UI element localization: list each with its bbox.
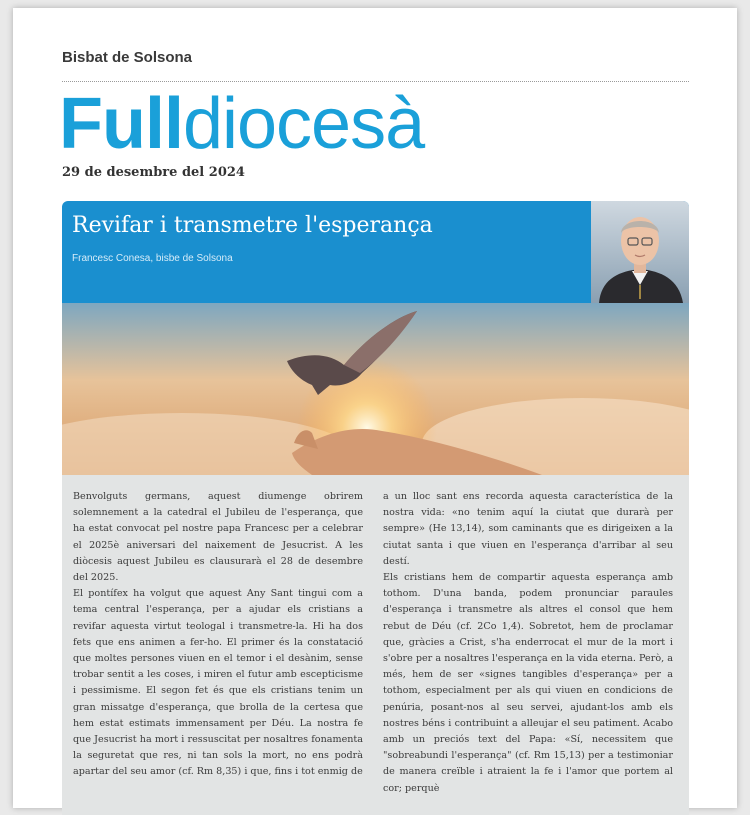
article-column-left (73, 489, 363, 781)
article-paragraph: Benvolguts germans, aquest diumenge obrirem solemnement a la catedral el Jubileu de l'esperança, que ha estat convocat pel nostre papa Francesc per a celebrar el 2025è aniversari del naixement de Jesucrist. A les diòcesis aquest Jubileu es clausurarà el 28 de desembre del 2025. (73, 491, 363, 584)
masthead-bold: Full (59, 84, 183, 164)
article-banner (62, 201, 689, 303)
article-body (62, 475, 689, 815)
publisher-name: Bisbat de Solsona (62, 49, 193, 66)
masthead-light: diocesà (182, 84, 425, 164)
masthead-logo (59, 84, 424, 164)
dove-hand-photo (62, 303, 689, 475)
article-author: Francesc Conesa, bisbe de Solsona (72, 253, 233, 264)
article-title: Revifar i transmetre l'esperança (72, 213, 433, 238)
newsletter-page (13, 8, 737, 808)
article-paragraph: Els cristians hem de compartir aquesta esperança amb tothom. D'una banda, podem pronunciar paraules d'esperança i transmetre als altres el consol que hem rebut de Déu (cf. 2Co 1,4). Sobretot, hem de proclamar que, gràcies a Crist, s'ha enderrocat el mur de la mort i s'obre per a nosaltres l'esperança en la vida eterna. Però, a més, hem de ser «signes tangibles d'esperança» per a tothom, especialment per als qui viuen en condicions de penúria, posant-nos al seu servei, ajudant-los amb els nostres béns i contribuint a alleujar el seu patiment. Acabo amb un preciós text del Papa: «Sí, necessitem que "sobreabundi l'esperança" (cf. Rm 15,13) per a testimoniar de manera creïble i atraient la fe i l'amor que portem al cor; perquè (383, 572, 673, 794)
article-paragraph: a un lloc sant ens recorda aquesta característica de la nostra vida: «no tenim aquí la ciutat que durarà per sempre» (He 13,14), som caminants que es dirigeixen a la ciutat santa i que viuen en l'esperança d'arribar al seu destí. (383, 491, 673, 567)
issue-date: 29 de desembre del 2024 (62, 165, 245, 180)
header-divider (62, 81, 689, 82)
bishop-portrait (591, 201, 689, 303)
article-paragraph: El pontífex ha volgut que aquest Any Sant tingui com a tema central l'esperança, per a ajudar els cristians a revifar aquesta virtut teologal i transmetre-la. Hi ha dos fets que ens animen a fer-ho. El primer és la constatació que moltes persones viuen en el temor i el desànim, sense trobar sentit a les coses, i miren el futur amb escepticisme i pessimisme. El segon fet és que els cristians tenim un gran missatge d'esperança, que brolla de la certesa que hem estat estimats immensament per Déu. La nostra fe que Jesucrist ha mort i ressuscitat per nosaltres fonamenta la seguretat que res, ni tan sols la mort, no ens podrà apartar del seu amor (cf. Rm 8,35) i que, fins i tot enmig de (73, 588, 363, 778)
article-column-right (383, 489, 673, 797)
